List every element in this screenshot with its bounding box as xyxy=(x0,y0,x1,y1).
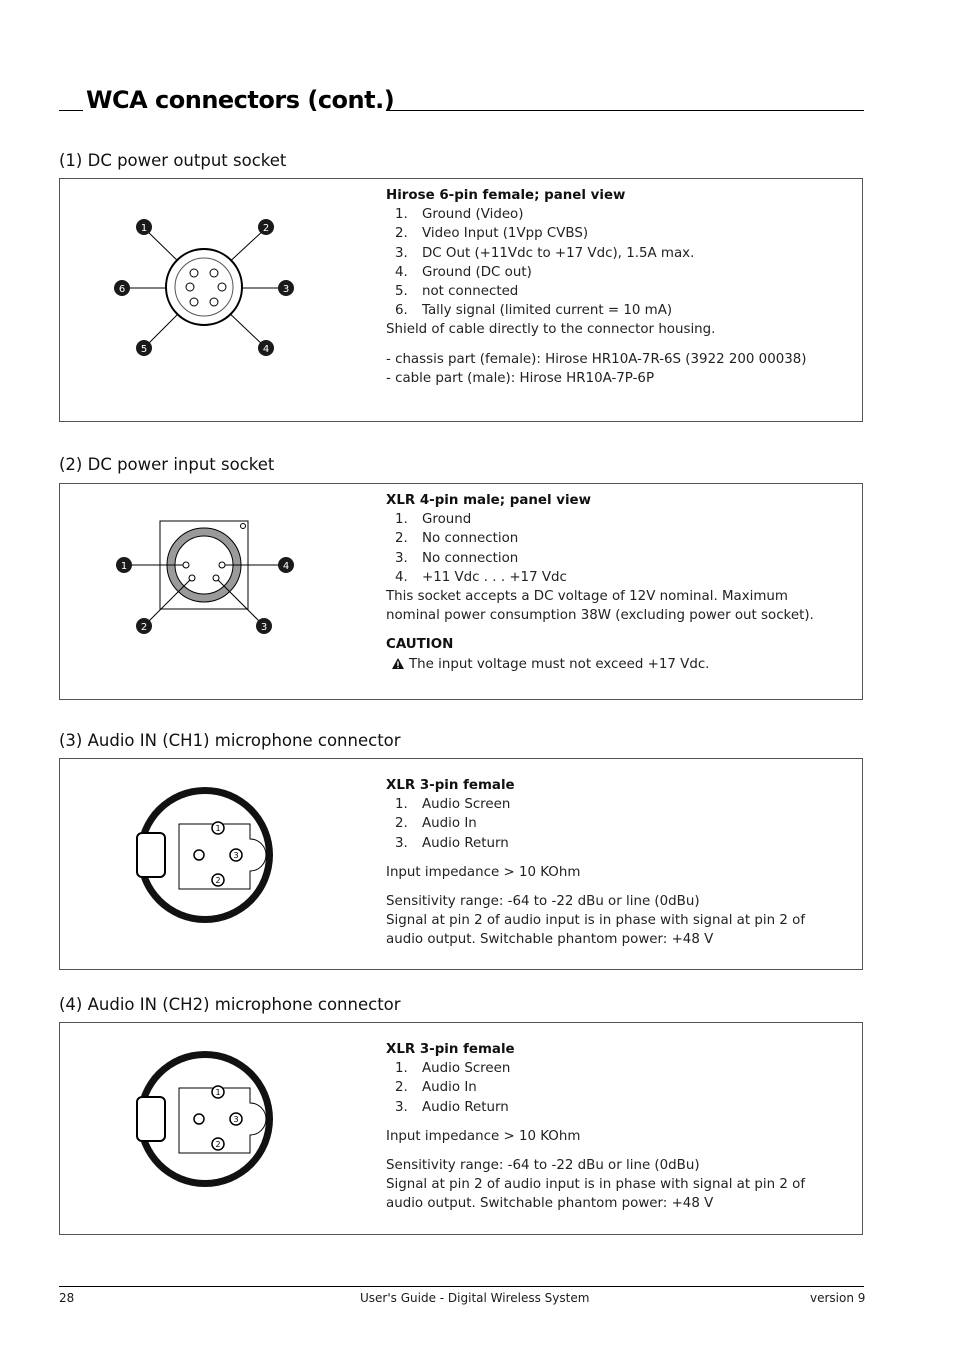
pin-label-2 xyxy=(212,874,224,886)
list-item: 1. Audio Screen xyxy=(395,1061,511,1077)
svg-text:5: 5 xyxy=(140,344,148,355)
xlr-4pin-diagram xyxy=(60,484,380,699)
svg-text:6: 6 xyxy=(118,284,126,295)
connector-type: XLR 3-pin female xyxy=(386,778,515,793)
dc-input-panel xyxy=(59,483,863,700)
pin-label-4 xyxy=(258,340,274,356)
caution-line xyxy=(386,655,846,674)
power-note: This socket accepts a DC voltage of 12V nominal. Maximum nominal power consumption 38W (excluding power out socket). xyxy=(386,589,814,624)
phase-text: Signal at pin 2 of audio input is in phase with signal at pin 2 of audio output. Switchable phantom power: +48 V xyxy=(386,1177,806,1212)
caution-title: CAUTION xyxy=(386,637,454,653)
title-rule-left xyxy=(59,110,83,111)
list-item: 1. Ground (Video) xyxy=(395,207,524,223)
phase-text: Signal at pin 2 of audio input is in phase with signal at pin 2 of audio output. Switchable phantom power: +48 V xyxy=(386,913,806,948)
cable-part: - cable part (male): Hirose HR10A-7P-6P xyxy=(386,370,655,386)
pin-label-6 xyxy=(114,280,130,296)
pin-label-1 xyxy=(136,219,152,235)
svg-text:1: 1 xyxy=(120,561,128,572)
svg-text:2: 2 xyxy=(262,223,270,234)
section-heading-dc-output: (1) DC power output socket xyxy=(59,151,287,170)
list-item: 2. Audio In xyxy=(395,816,477,832)
pin-label-3 xyxy=(256,618,272,634)
list-item: 2. Video Input (1Vpp CVBS) xyxy=(395,226,589,242)
pin-label-3 xyxy=(230,849,242,861)
section-heading-audio-ch1: (3) Audio IN (CH1) microphone connector xyxy=(59,731,401,750)
pin-label-2 xyxy=(212,1138,224,1150)
svg-text:3: 3 xyxy=(282,284,290,295)
list-item: 1. Audio Screen xyxy=(395,797,511,813)
pin-label-1 xyxy=(212,822,224,834)
connector-type: XLR 3-pin female xyxy=(386,1042,515,1057)
sensitivity-text: Sensitivity range: -64 to -22 dBu or line (0dBu) xyxy=(386,894,700,910)
svg-text:4: 4 xyxy=(282,561,290,572)
pin-list xyxy=(386,1059,846,1117)
impedance-text: Input impedance > 10 KOhm xyxy=(386,864,581,880)
svg-text:3: 3 xyxy=(233,851,239,860)
audio-ch2-description xyxy=(386,1040,846,1214)
pin-list xyxy=(386,795,846,853)
pin-label-2 xyxy=(136,618,152,634)
audio-ch2-panel xyxy=(59,1022,863,1235)
pin-label-3 xyxy=(278,280,294,296)
connector-type: Hirose 6-pin female; panel view xyxy=(386,188,626,203)
pin-label-3 xyxy=(230,1113,242,1125)
pin-list xyxy=(386,510,846,587)
impedance-text: Input impedance > 10 KOhm xyxy=(386,1128,581,1144)
xlr-3pin-female-diagram-ch2 xyxy=(60,1023,380,1234)
list-item: 2. Audio In xyxy=(395,1080,477,1096)
dc-output-panel xyxy=(59,178,863,422)
xlr-3pin-female-diagram-ch1 xyxy=(60,759,380,969)
list-item: 5. not connected xyxy=(395,284,519,300)
page-title: WCA connectors (cont.) xyxy=(86,86,395,114)
list-item: 4. +11 Vdc . . . +17 Vdc xyxy=(395,569,567,585)
list-item: 3. DC Out (+11Vdc to +17 Vdc), 1.5A max. xyxy=(395,245,695,261)
svg-text:3: 3 xyxy=(233,1115,239,1124)
list-item: 4. Ground (DC out) xyxy=(395,264,532,280)
list-item: 3. Audio Return xyxy=(395,1099,509,1115)
svg-text:1: 1 xyxy=(215,824,221,833)
pin-label-5 xyxy=(136,340,152,356)
svg-text:1: 1 xyxy=(215,1088,221,1097)
section-heading-dc-input: (2) DC power input socket xyxy=(59,455,275,474)
title-rule-right xyxy=(388,110,864,111)
footer-rule xyxy=(59,1286,864,1287)
list-item: 1. Ground xyxy=(395,512,472,528)
page-number: 28 xyxy=(59,1291,75,1305)
svg-text:2: 2 xyxy=(215,876,221,885)
list-item: 3. Audio Return xyxy=(395,835,509,851)
footer-guide-title: User's Guide - Digital Wireless System xyxy=(360,1291,590,1305)
footer-version: version 9 xyxy=(810,1291,866,1305)
caution-text: The input voltage must not exceed +17 Vdc. xyxy=(409,656,710,672)
svg-text:2: 2 xyxy=(140,622,148,633)
dc-output-description xyxy=(386,186,846,388)
svg-text:3: 3 xyxy=(260,622,268,633)
dc-input-description xyxy=(386,491,846,674)
pin-list xyxy=(386,205,846,320)
sensitivity-text: Sensitivity range: -64 to -22 dBu or line (0dBu) xyxy=(386,1158,700,1174)
shield-note: Shield of cable directly to the connector housing. xyxy=(386,322,716,338)
list-item: 3. No connection xyxy=(395,550,519,566)
pin-label-4 xyxy=(278,557,294,573)
audio-ch1-panel xyxy=(59,758,863,970)
audio-ch1-description xyxy=(386,776,846,950)
section-heading-audio-ch2: (4) Audio IN (CH2) microphone connector xyxy=(59,995,401,1014)
pin-label-2 xyxy=(258,219,274,235)
warning-icon xyxy=(391,657,405,670)
list-item: 6. Tally signal (limited current = 10 mA) xyxy=(395,303,673,319)
pin-label-1 xyxy=(116,557,132,573)
svg-text:1: 1 xyxy=(140,223,148,234)
chassis-part: - chassis part (female): Hirose HR10A-7R-6S (3922 200 00038) xyxy=(386,351,807,367)
pin-label-1 xyxy=(212,1086,224,1098)
svg-text:4: 4 xyxy=(262,344,270,355)
hirose-6pin-diagram xyxy=(60,179,380,421)
connector-type: XLR 4-pin male; panel view xyxy=(386,493,592,508)
list-item: 2. No connection xyxy=(395,531,519,547)
svg-text:2: 2 xyxy=(215,1140,221,1149)
